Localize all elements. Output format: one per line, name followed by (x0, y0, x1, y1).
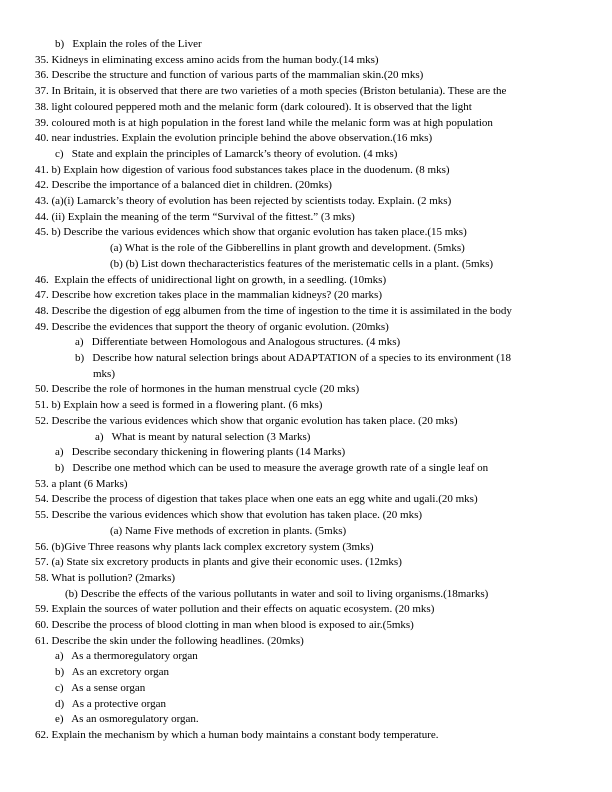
doc-line: 47. Describe how excretion takes place in the mammalian kidneys? (20 marks) (35, 289, 382, 302)
doc-line: 43. (a)(i) Lamarck’s theory of evolution has been rejected by scientists today. Explain. (2 mks) (35, 195, 452, 208)
doc-line: 53. a plant (6 Marks) (35, 477, 128, 490)
doc-line: 46. Explain the effects of unidirectional light on growth, in a seedling. (10mks) (35, 273, 387, 286)
doc-line: 35. Kidneys in eliminating excess amino acids from the human body.(14 mks) (35, 53, 379, 66)
doc-line: 45. b) Describe the various evidences which show that organic evolution has taken place.(15 mks) (35, 226, 467, 239)
doc-line: a) Describe secondary thickening in flowering plants (14 Marks) (55, 446, 346, 459)
doc-line: c) As a sense organ (55, 681, 146, 694)
doc-line: 58. What is pollution? (2marks) (35, 571, 176, 584)
doc-line: 60. Describe the process of blood clotting in man when blood is exposed to air.(5mks) (35, 619, 414, 632)
doc-line: 59. Explain the sources of water pollution and their effects on aquatic ecosystem. (20 mks) (35, 603, 435, 616)
doc-line: 39. coloured moth is at high population in the forest land while the melanic form was at high population (35, 116, 493, 129)
doc-line: a) What is meant by natural selection (3 Marks) (95, 430, 311, 443)
doc-line: b) Describe one method which can be used to measure the average growth rate of a single leaf on (55, 461, 489, 474)
doc-line: 56. (b)Give Three reasons why plants lack complex excretory system (3mks) (35, 540, 374, 553)
doc-line: (b) (b) List down thecharacteristics features of the meristematic cells in a plant. (5mks) (110, 257, 494, 270)
doc-line: 40. near industries. Explain the evolution principle behind the above observation.(16 mks) (35, 132, 433, 145)
doc-line: 57. (a) State six excretory products in plants and give their economic uses. (12mks) (35, 556, 402, 569)
doc-line: 61. Describe the skin under the following headlines. (20mks) (35, 634, 304, 647)
doc-line: (b) Describe the effects of the various pollutants in water and soil to living organisms.(18marks) (65, 587, 489, 600)
doc-line: 38. light coloured peppered moth and the melanic form (dark coloured). It is observed that the light (35, 100, 472, 113)
doc-line: 44. (ii) Explain the meaning of the term “Survival of the fittest.” (3 mks) (35, 210, 355, 223)
doc-line: d) As a protective organ (55, 697, 166, 710)
doc-line: c) State and explain the principles of Lamarck’s theory of evolution. (4 mks) (55, 147, 398, 160)
doc-line: 52. Describe the various evidences which show that organic evolution has taken place. (20 mks) (35, 414, 458, 427)
doc-line: (a) Name Five methods of excretion in plants. (5mks) (110, 524, 347, 537)
doc-line: 51. b) Explain how a seed is formed in a flowering plant. (6 mks) (35, 399, 323, 412)
doc-line: 41. b) Explain how digestion of various food substances takes place in the duodenum. (8 mks) (35, 163, 450, 176)
doc-line: 50. Describe the role of hormones in the human menstrual cycle (20 mks) (35, 383, 360, 396)
doc-line: (a) What is the role of the Gibberellins in plant growth and development. (5mks) (110, 242, 465, 255)
doc-line: a) As a thermoregulatory organ (55, 650, 198, 663)
doc-line: b) Describe how natural selection brings about ADAPTATION of a species to its environment (18 (75, 352, 511, 365)
doc-line: 62. Explain the mechanism by which a human body maintains a constant body temperature. (35, 728, 439, 741)
doc-line: a) Differentiate between Homologous and Analogous structures. (4 mks) (75, 336, 401, 349)
doc-line: 48. Describe the digestion of egg albumen from the time of ingestion to the time it is assimilated in the body (35, 304, 512, 317)
doc-line: 49. Describe the evidences that support the theory of organic evolution. (20mks) (35, 320, 389, 333)
doc-line: 37. In Britain, it is observed that there are two varieties of a moth species (Briston betulania). These are the (35, 85, 507, 98)
doc-line: 42. Describe the importance of a balanced diet in children. (20mks) (35, 179, 332, 192)
doc-line: 36. Describe the structure and function of various parts of the mammalian skin.(20 mks) (35, 69, 424, 82)
doc-line: mks) (93, 367, 115, 380)
doc-line: b) As an excretory organ (55, 666, 170, 679)
doc-line: b) Explain the roles of the Liver (55, 38, 202, 50)
doc-line: 55. Describe the various evidences which show that evolution has taken place. (20 mks) (35, 509, 423, 522)
doc-line: 54. Describe the process of digestion that takes place when one eats an egg white and ugali.(20 mks) (35, 493, 478, 506)
doc-line: e) As an osmoregulatory organ. (55, 713, 199, 726)
